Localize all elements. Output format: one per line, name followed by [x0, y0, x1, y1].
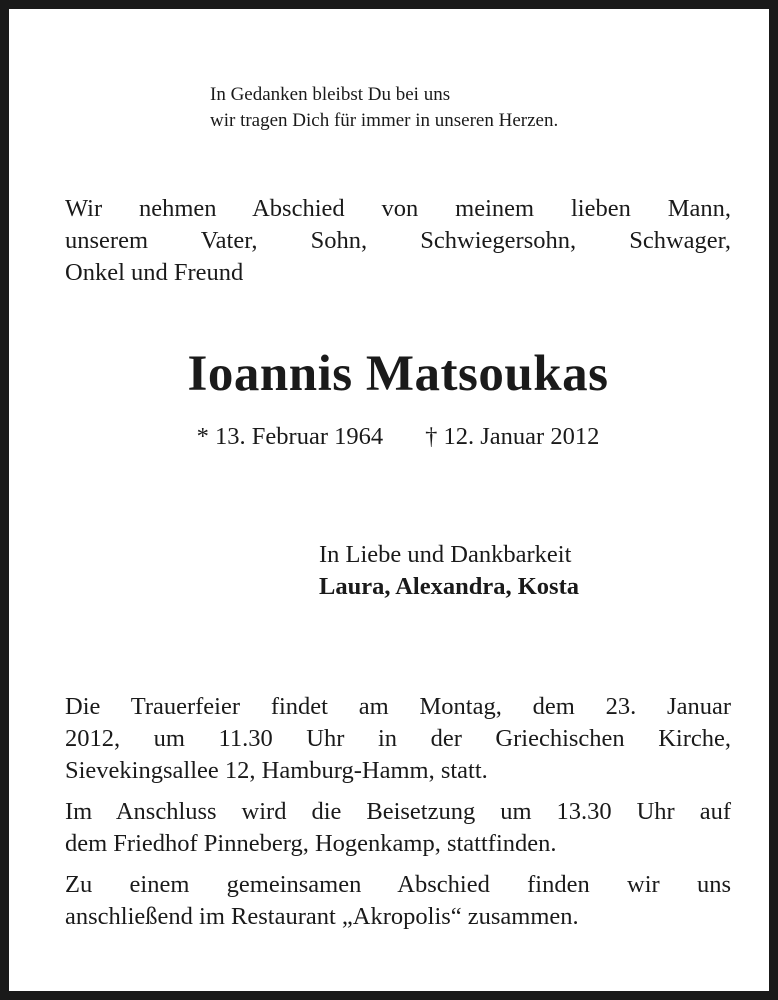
intro-line: Onkel und Freund [65, 259, 244, 286]
funeral-paragraph [65, 691, 731, 787]
funeral-line: Sievekingsallee 12, Hamburg-Hamm, statt. [65, 757, 488, 784]
funeral-line: 2012, um 11.30 Uhr in der Griechischen Kirche, [65, 725, 731, 752]
farewell-intro [65, 193, 731, 289]
gathering-line: anschließend im Restaurant „Akropolis“ zusammen. [65, 903, 579, 930]
mourner-names: Laura, Alexandra, Kosta [319, 573, 579, 600]
motto-line: In Gedanken bleibst Du bei uns [210, 84, 451, 105]
life-dates [9, 421, 778, 453]
ceremony-details [65, 691, 731, 942]
burial-paragraph [65, 796, 731, 860]
memorial-motto [210, 82, 750, 134]
mourners-block [319, 539, 759, 603]
deceased-name: Ioannis Matsoukas [187, 346, 609, 402]
birth-date: * 13. Februar 1964 [196, 423, 384, 450]
motto-line: wir tragen Dich für immer in unseren Herzen. [210, 110, 559, 131]
dedication-line: In Liebe und Dankbarkeit [319, 541, 572, 568]
intro-line: unserem Vater, Sohn, Schwiegersohn, Schwager, [65, 227, 731, 254]
intro-line: Wir nehmen Abschied von meinem lieben Mann, [65, 195, 731, 222]
burial-line: Im Anschluss wird die Beisetzung um 13.30 Uhr auf [65, 798, 731, 825]
gathering-line: Zu einem gemeinsamen Abschied finden wir uns [65, 871, 731, 898]
burial-line: dem Friedhof Pinneberg, Hogenkamp, stattfinden. [65, 830, 557, 857]
death-date: † 12. Januar 2012 [425, 423, 600, 450]
gathering-paragraph [65, 869, 731, 933]
funeral-line: Die Trauerfeier findet am Montag, dem 23. Januar [65, 693, 731, 720]
